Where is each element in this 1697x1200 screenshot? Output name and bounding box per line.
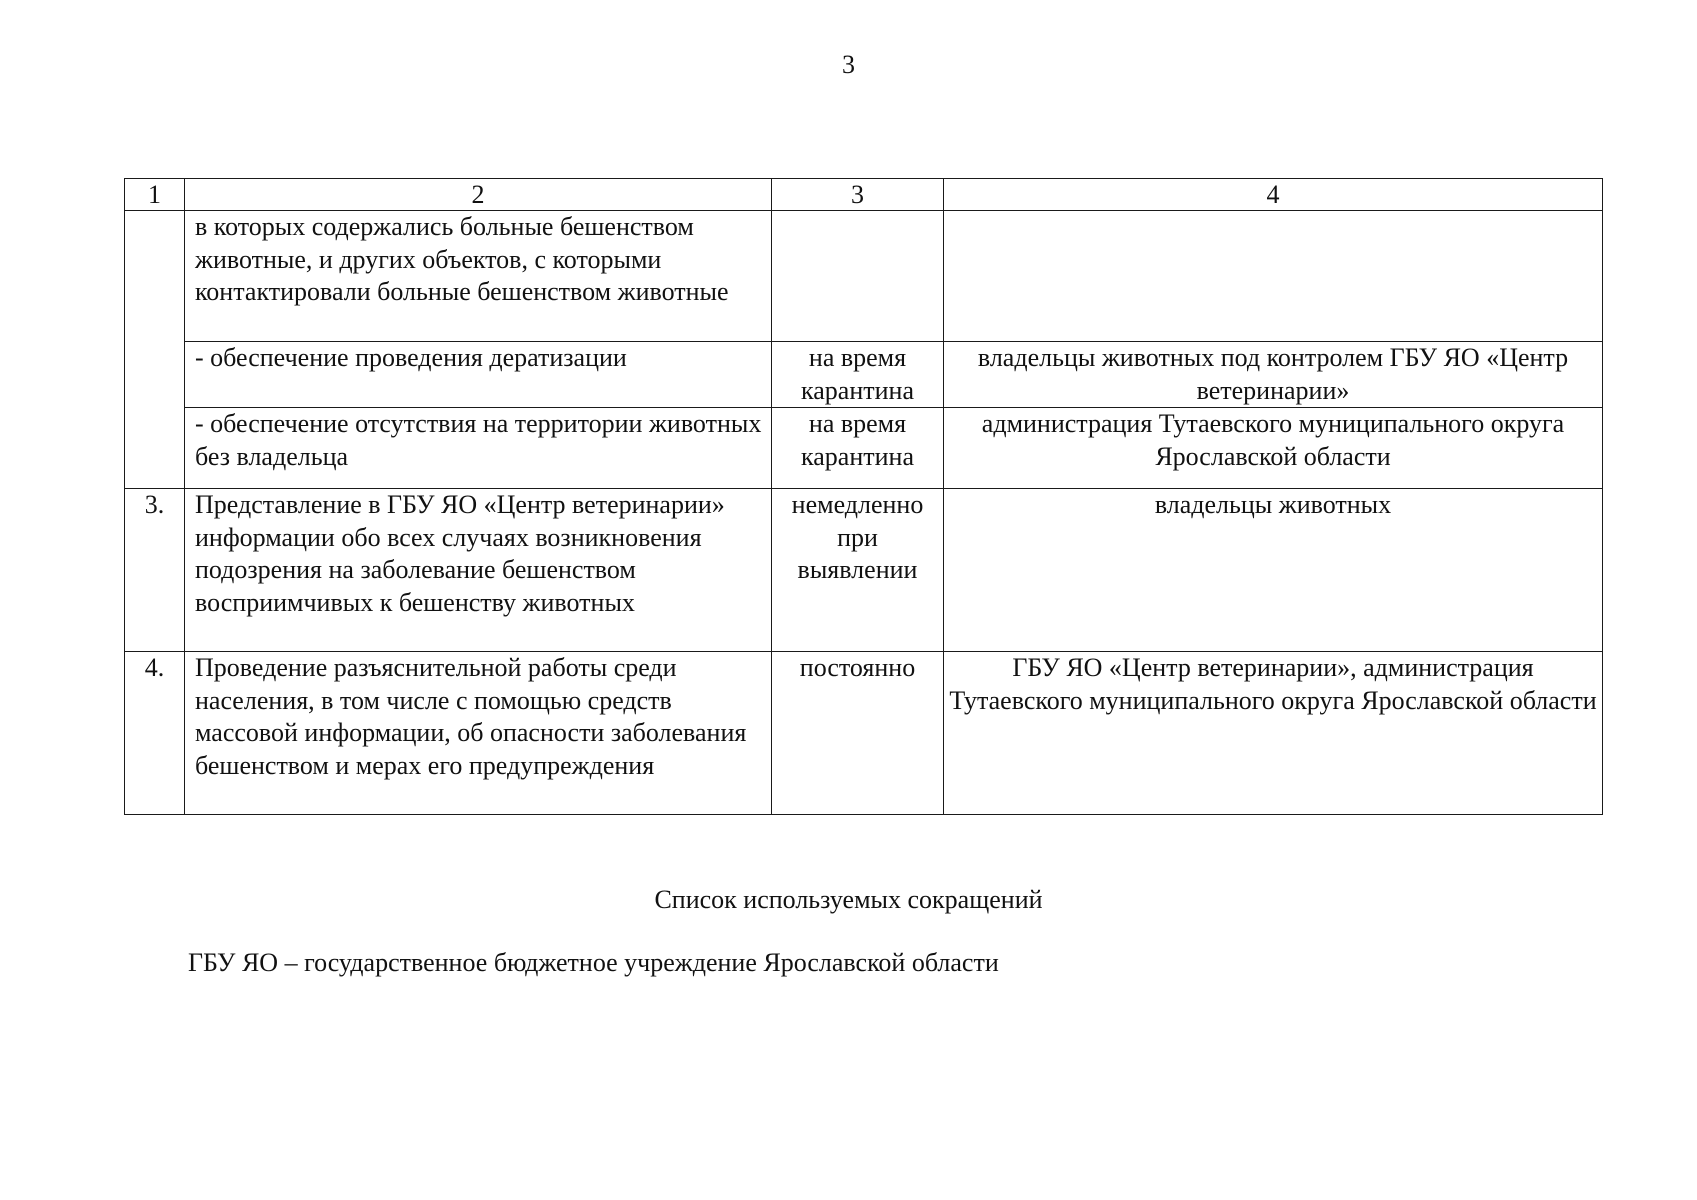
responsible-cell: владельцы животных под контролем ГБУ ЯО «Центр ветеринарии» [944,342,1603,408]
abbreviations-title: Список используемых сокращений [654,885,1043,914]
activity-cell: Представление в ГБУ ЯО «Центр ветеринарии» информации обо всех случаях возникновения подозрения на заболевание бешенством восприимчивых к бешенству животных [185,489,772,652]
term-cell [772,211,944,342]
measures-table [124,178,1603,815]
term-cell: немедленно при выявлении [772,489,944,652]
term-cell: на время карантина [772,408,944,489]
activity-cell: в которых содержались больные бешенством животные, и других объектов, с которыми контактировали больные бешенством животные [185,211,772,342]
row-number-cell: 4. [125,652,185,815]
term-cell: на время карантина [772,342,944,408]
responsible-cell: владельцы животных [944,489,1603,652]
abbreviation-item: ГБУ ЯО – государственное бюджетное учреждение Ярославской области [188,948,999,977]
table-row [125,342,1603,408]
responsible-cell: администрация Тутаевского муниципального округа Ярославской области [944,408,1603,489]
responsible-cell [944,211,1603,342]
table-row [125,211,1603,342]
row-number-cell: 3. [125,489,185,652]
table-row [125,652,1603,815]
responsible-cell: ГБУ ЯО «Центр ветеринарии», администрация Тутаевского муниципального округа Ярославской области [944,652,1603,815]
table-row [125,408,1603,489]
page-number: 3 [842,50,855,79]
row-number-cell [125,408,185,489]
activity-cell: Проведение разъяснительной работы среди населения, в том числе с помощью средств массовой информации, об опасности заболевания бешенством и мерах его предупреждения [185,652,772,815]
column-number-2: 2 [185,179,772,211]
table-header-row [125,179,1603,211]
activity-cell: - обеспечение отсутствия на территории животных без владельца [185,408,772,489]
column-number-3: 3 [772,179,944,211]
row-number-cell [125,342,185,408]
term-cell: постоянно [772,652,944,815]
column-number-1: 1 [125,179,185,211]
activity-cell: - обеспечение проведения дератизации [185,342,772,408]
column-number-4: 4 [944,179,1603,211]
row-number-cell [125,211,185,342]
table-row [125,489,1603,652]
